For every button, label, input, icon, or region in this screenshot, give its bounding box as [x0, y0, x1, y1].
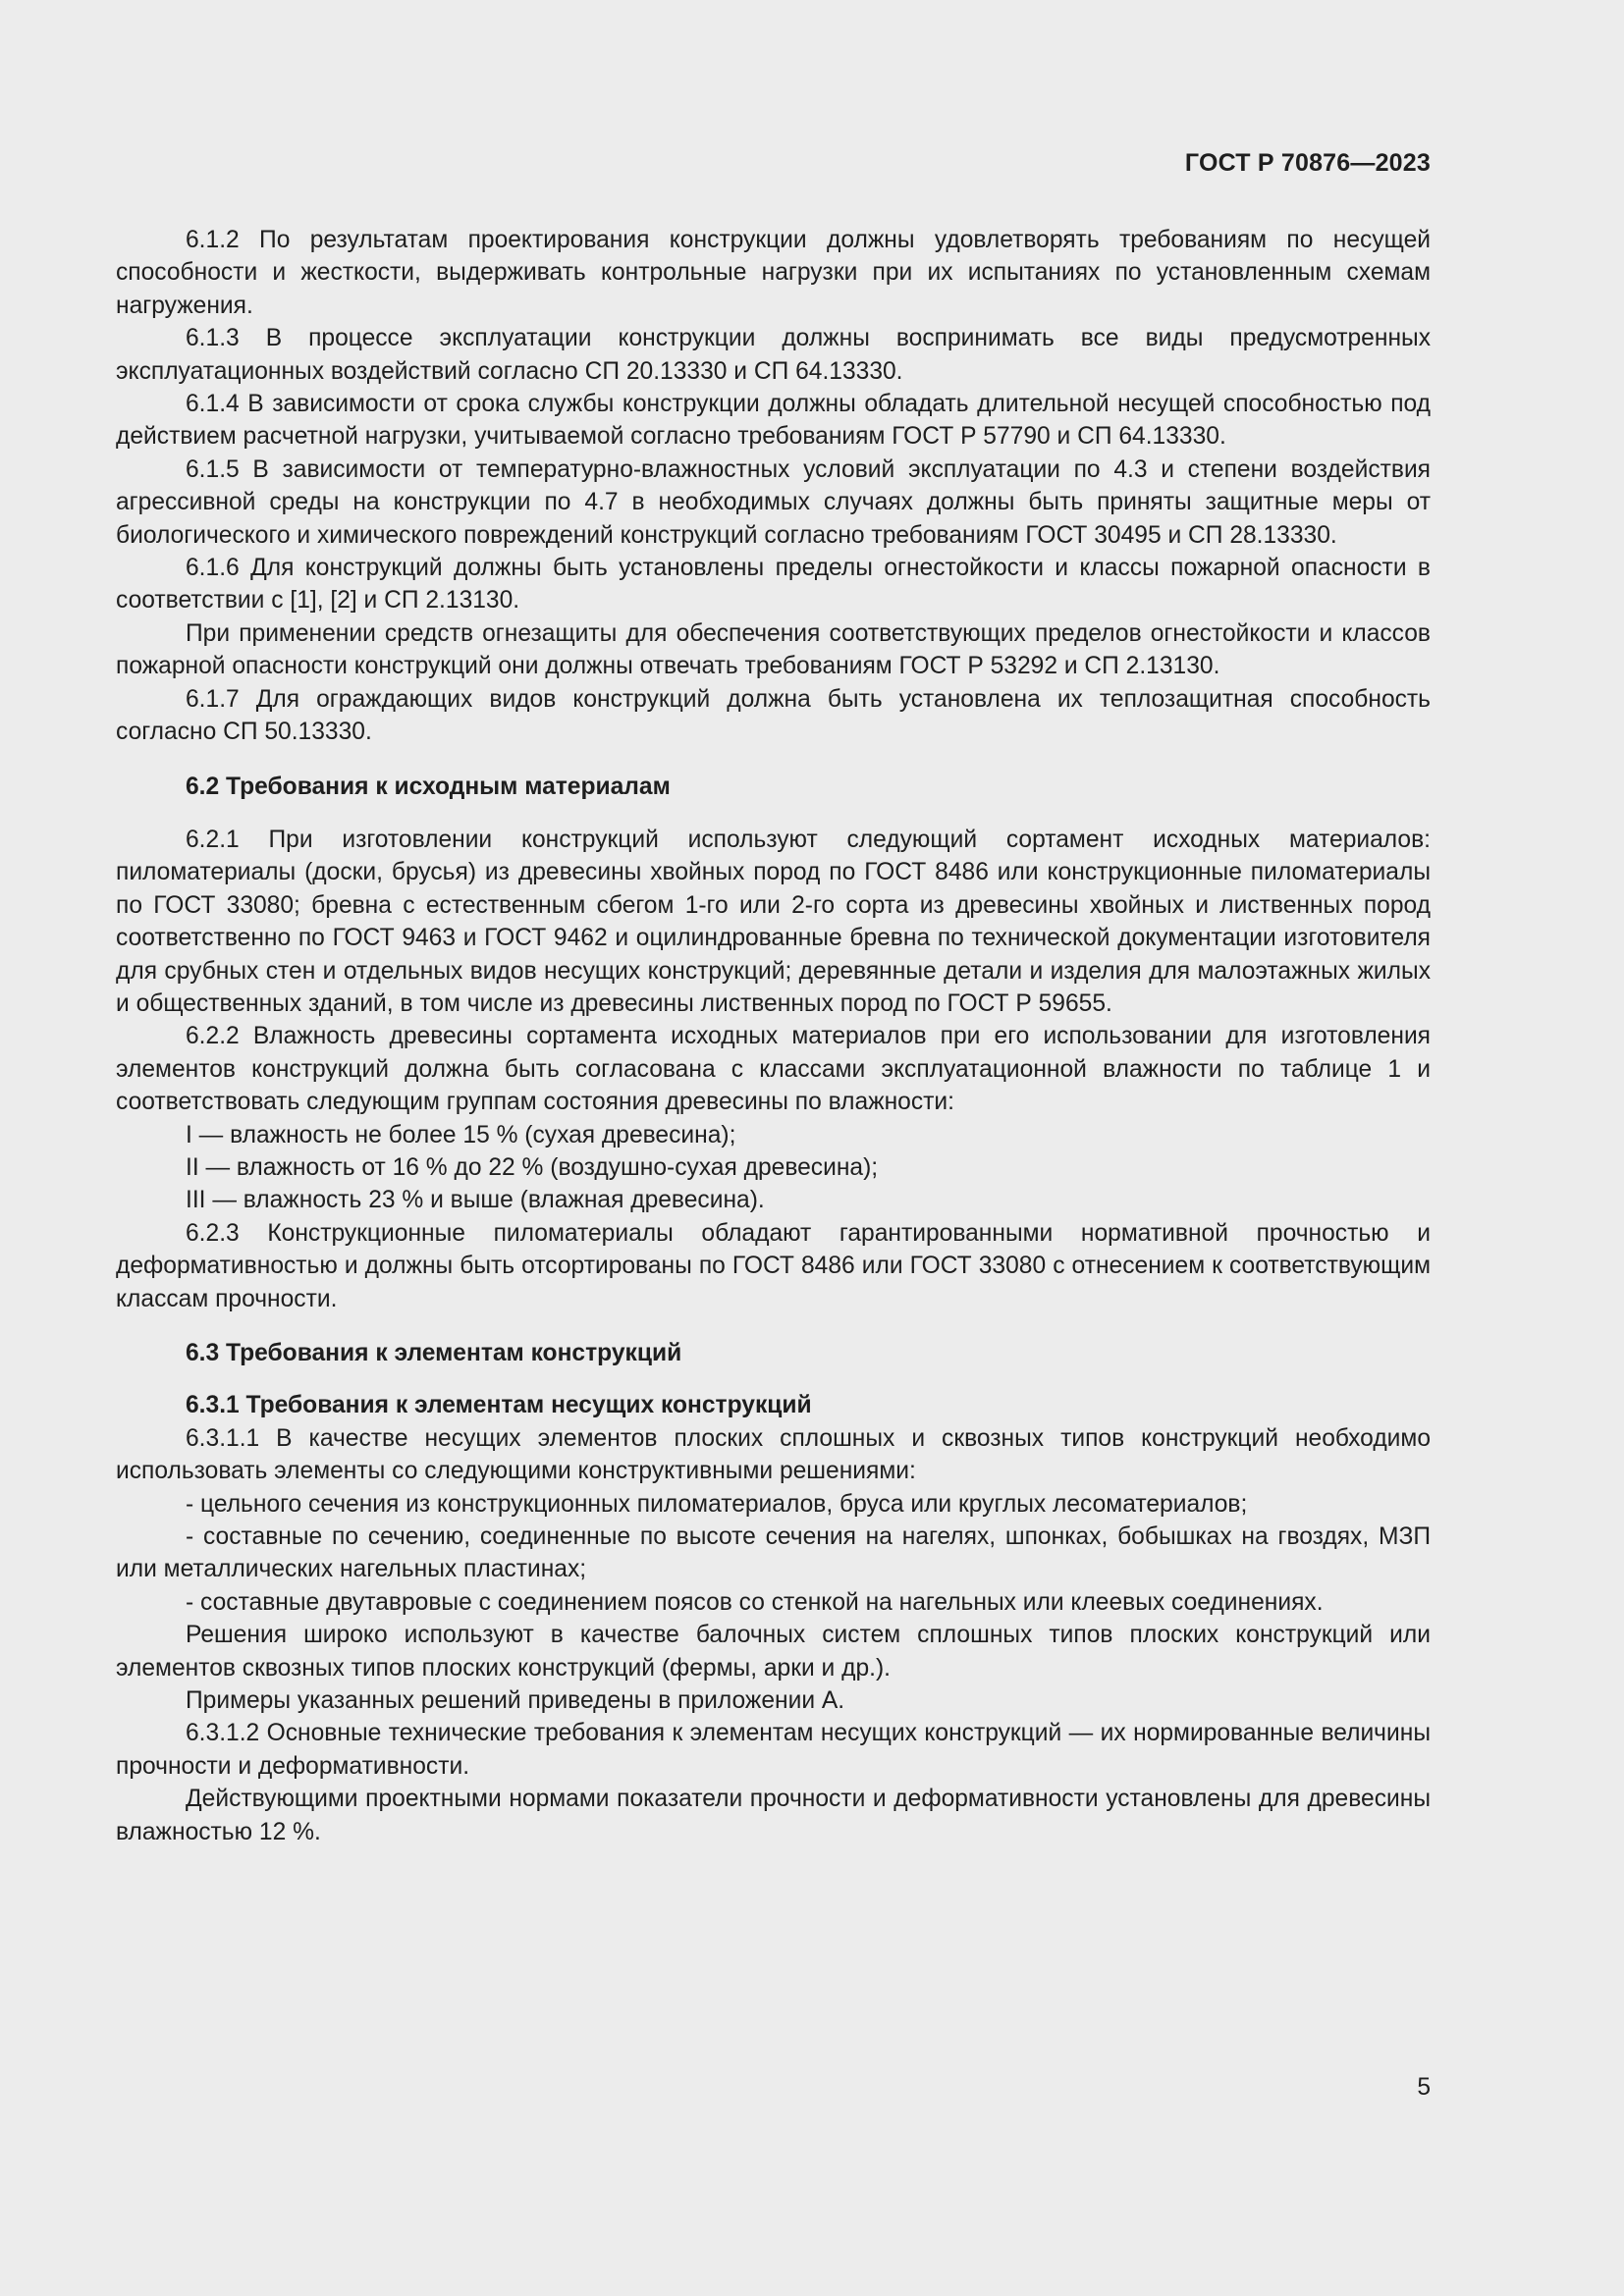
- section-heading-6-2: 6.2 Требования к исходным материалам: [186, 773, 671, 800]
- paragraph-6-1-2: 6.1.2 По результатам проектирования конструкции должны удовлетворять требованиям по несущей способности и жесткости, выдерживать контрольные нагрузки при их испытаниях по установленным схемам нагружения.: [116, 227, 1431, 319]
- page-number: 5: [1417, 2074, 1431, 2101]
- paragraph-6-1-5: 6.1.5 В зависимости от температурно-влажностных условий эксплуатации по 4.3 и степени воздействия агрессивной среды на конструкции по 4.7 в необходимых случаях должны быть приняты защитные меры от биологического и химического повреждений конструкций согласно требованиям ГОСТ 30495 и СП 28.13330.: [116, 455, 1431, 549]
- moisture-group-item: III — влажность 23 % и выше (влажная древесина).: [186, 1187, 765, 1214]
- paragraph-fire-protection: При применении средств огнезащиты для обеспечения соответствующих пределов огнестойкости и классов пожарной опасности конструкций они должны отвечать требованиям ГОСТ Р 53292 и СП 2.13130.: [116, 619, 1431, 680]
- paragraph-6-2-2: 6.2.2 Влажность древесины сортамента исходных материалов при его использовании для изготовления элементов конструкций должна быть согласована с классами эксплуатационной влажности по таблице 1 и соответствовать следующим группам состояния древесины по влажности:: [116, 1023, 1431, 1116]
- paragraph-examples-reference: Примеры указанных решений приведены в приложении А.: [186, 1687, 845, 1715]
- list-item: - составные по сечению, соединенные по высоте сечения на нагелях, шпонках, бобышках на гвоздях, МЗП или металлических нагельных пластинах;: [116, 1523, 1431, 1583]
- moisture-group-item: I — влажность не более 15 % (сухая древесина);: [186, 1121, 736, 1148]
- paragraph-6-1-3: 6.1.3 В процессе эксплуатации конструкции должны воспринимать все виды предусмотренных эксплуатационных воздействий согласно СП 20.13330 и СП 64.13330.: [116, 325, 1431, 385]
- paragraph-6-2-3: 6.2.3 Конструкционные пиломатериалы обладают гарантированными нормативной прочностью и деформативностью и должны быть отсортированы по ГОСТ 8486 или ГОСТ 33080 с отнесением к соответствующим классам прочности.: [116, 1219, 1431, 1312]
- paragraph-6-1-6: 6.1.6 Для конструкций должны быть установлены пределы огнестойкости и классы пожарной опасности в соответствии с [1], [2] и СП 2.13130.: [116, 555, 1431, 614]
- paragraph-6-2-1: 6.2.1 При изготовлении конструкций используют следующий сортамент исходных материалов: пиломатериалы (доски, брусья) из древесины хвойных пород по ГОСТ 8486 или конструкционные пиломатериалы по ГОСТ 33080; бревна с естественным сбегом 1-го или 2-го сорта из древесины хвойных и лиственных пород соответственно по ГОСТ 9463 и ГОСТ 9462 и оцилиндрованные бревна по технической документации изготовителя для срубных стен и отдельных видов несущих конструкций; деревянные детали и изделия для малоэтажных жилых и общественных зданий, в том числе из древесины лиственных пород по ГОСТ Р 59655.: [116, 826, 1431, 1017]
- paragraph-6-1-7: 6.1.7 Для ограждающих видов конструкций должна быть установлена их теплозащитная способность согласно СП 50.13330.: [116, 685, 1431, 746]
- section-heading-6-3: 6.3 Требования к элементам конструкций: [186, 1340, 682, 1366]
- moisture-group-item: II — влажность от 16 % до 22 % (воздушно-сухая древесина);: [186, 1153, 879, 1181]
- paragraph-6-1-4: 6.1.4 В зависимости от срока службы конструкции должны обладать длительной несущей способностью под действием расчетной нагрузки, учитываемой согласно требованиям ГОСТ Р 57790 и СП 64.13330.: [116, 391, 1431, 451]
- document-body: [116, 224, 1431, 1848]
- list-item: - составные двутавровые с соединением поясов со стенкой на нагельных или клеевых соединениях.: [186, 1588, 1324, 1616]
- paragraph-design-norms: Действующими проектными нормами показатели прочности и деформативности установлены для древесины влажностью 12 %.: [116, 1786, 1431, 1845]
- document-id-header: ГОСТ Р 70876—2023: [1184, 149, 1431, 177]
- list-item: - цельного сечения из конструкционных пиломатериалов, бруса или круглых лесоматериалов;: [186, 1490, 1248, 1518]
- subsection-heading-6-3-1: 6.3.1 Требования к элементам несущих конструкций: [186, 1392, 812, 1419]
- paragraph-solutions-usage: Решения широко используют в качестве балочных систем сплошных типов плоских конструкций или элементов сквозных типов плоских конструкций (фермы, арки и др.).: [116, 1622, 1431, 1682]
- paragraph-6-3-1-2: 6.3.1.2 Основные технические требования к элементам несущих конструкций — их нормированные величины прочности и деформативности.: [116, 1720, 1431, 1780]
- paragraph-6-3-1-1: 6.3.1.1 В качестве несущих элементов плоских сплошных и сквозных типов конструкций необходимо использовать элементы со следующими конструктивными решениями:: [116, 1424, 1431, 1485]
